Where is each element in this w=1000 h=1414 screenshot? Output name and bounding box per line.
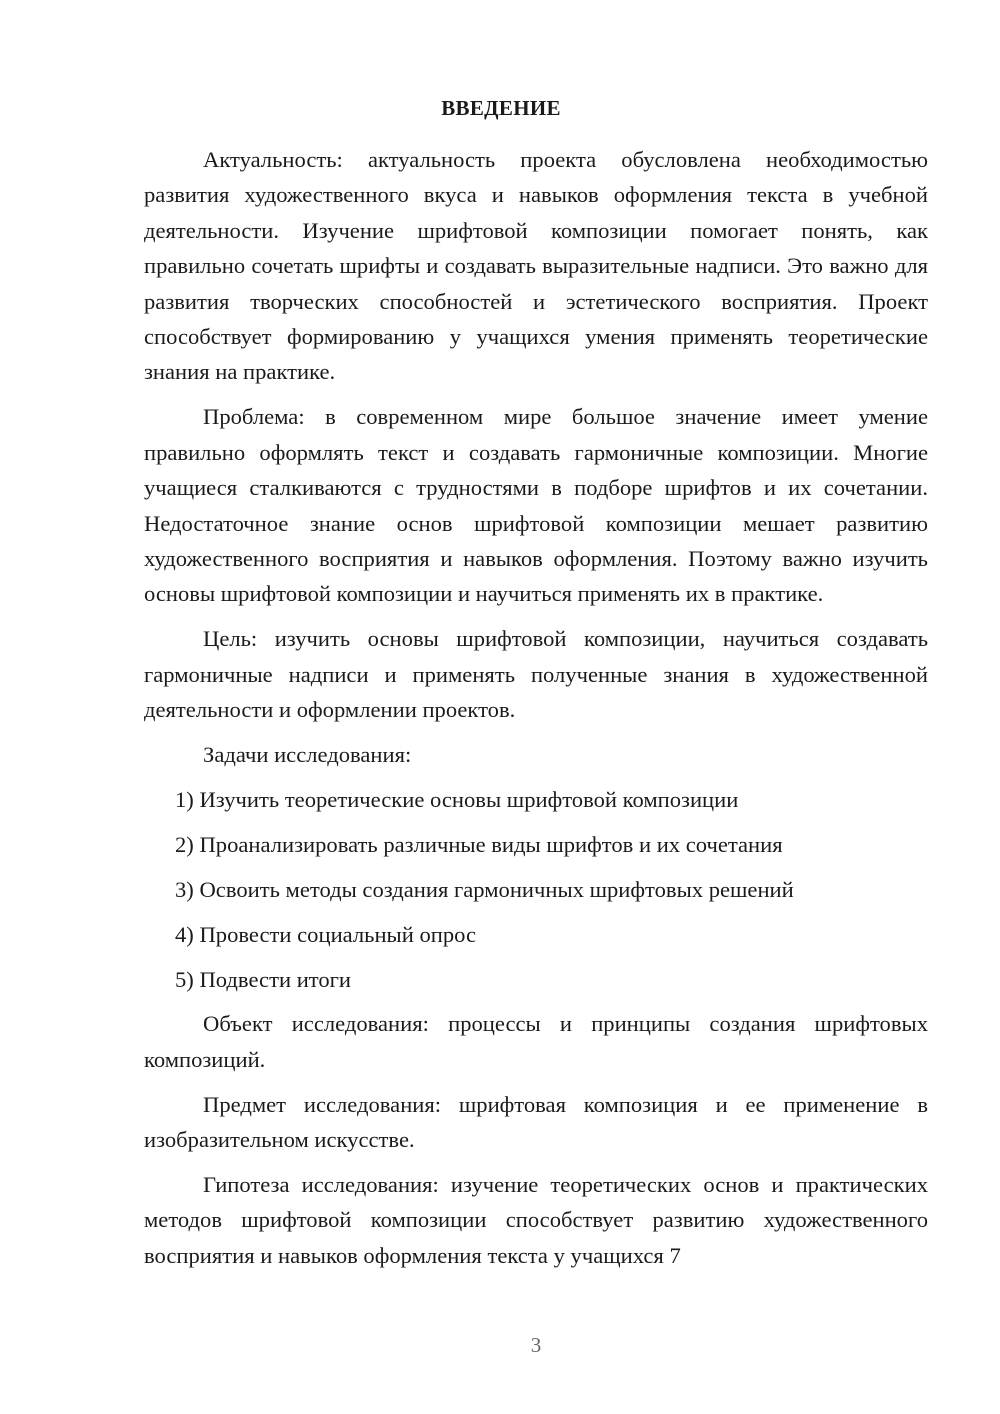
paragraph-goal: Цель: изучить основы шрифтовой композиции, научиться создавать гармоничные надписи и применять полученные знания в художественной деятельности и оформлении проектов. xyxy=(144,626,928,723)
page-title: ВВЕДЕНИЕ xyxy=(441,96,561,120)
task-item-4: 4) Провести социальный опрос xyxy=(175,921,477,947)
page-number: 3 xyxy=(530,1333,542,1357)
task-item-2: 2) Проанализировать различные виды шрифтов и их сочетания xyxy=(175,831,783,857)
paragraph-subject: Предмет исследования: шрифтовая композиция и ее применение в изобразительном искусстве. xyxy=(144,1091,928,1153)
document-body xyxy=(144,142,928,1273)
paragraph-object: Объект исследования: процессы и принципы создания шрифтовых композиций. xyxy=(144,1011,928,1072)
paragraph-hypothesis: Гипотеза исследования: изучение теоретических основ и практических методов шрифтовой композиции способствует развитию художественного восприятия и навыков оформления текста у учащихся 7 xyxy=(144,1172,928,1268)
tasks-heading: Задачи исследования: xyxy=(203,742,412,767)
paragraph-problem: Проблема: в современном мире большое значение имеет умение правильно оформлять текст и создавать гармоничные композиции. Многие учащиеся сталкиваются с трудностями в подборе шрифтов и их сочетании. Недостаточное знание основ шрифтовой композиции мешает развитию художественного восприятия и навыков оформления. Поэтому важно изучить основы шрифтовой композиции и научиться применять их в практике. xyxy=(144,404,928,607)
task-item-3: 3) Освоить методы создания гармоничных шрифтовых решений xyxy=(175,876,794,902)
paragraph-relevance: Актуальность: актуальность проекта обусловлена необходимостью развития художественного вкуса и навыков оформления текста в учебной деятельности. Изучение шрифтовой композиции помогает понять, как правильно сочетать шрифты и создавать выразительные надписи. Это важно для развития творческих способностей и эстетического восприятия. Проект способствует формированию у учащихся умения применять теоретические знания на практике. xyxy=(144,147,928,385)
task-item-1: 1) Изучить теоретические основы шрифтовой композиции xyxy=(175,786,739,812)
task-item-5: 5) Подвести итоги xyxy=(175,966,352,992)
